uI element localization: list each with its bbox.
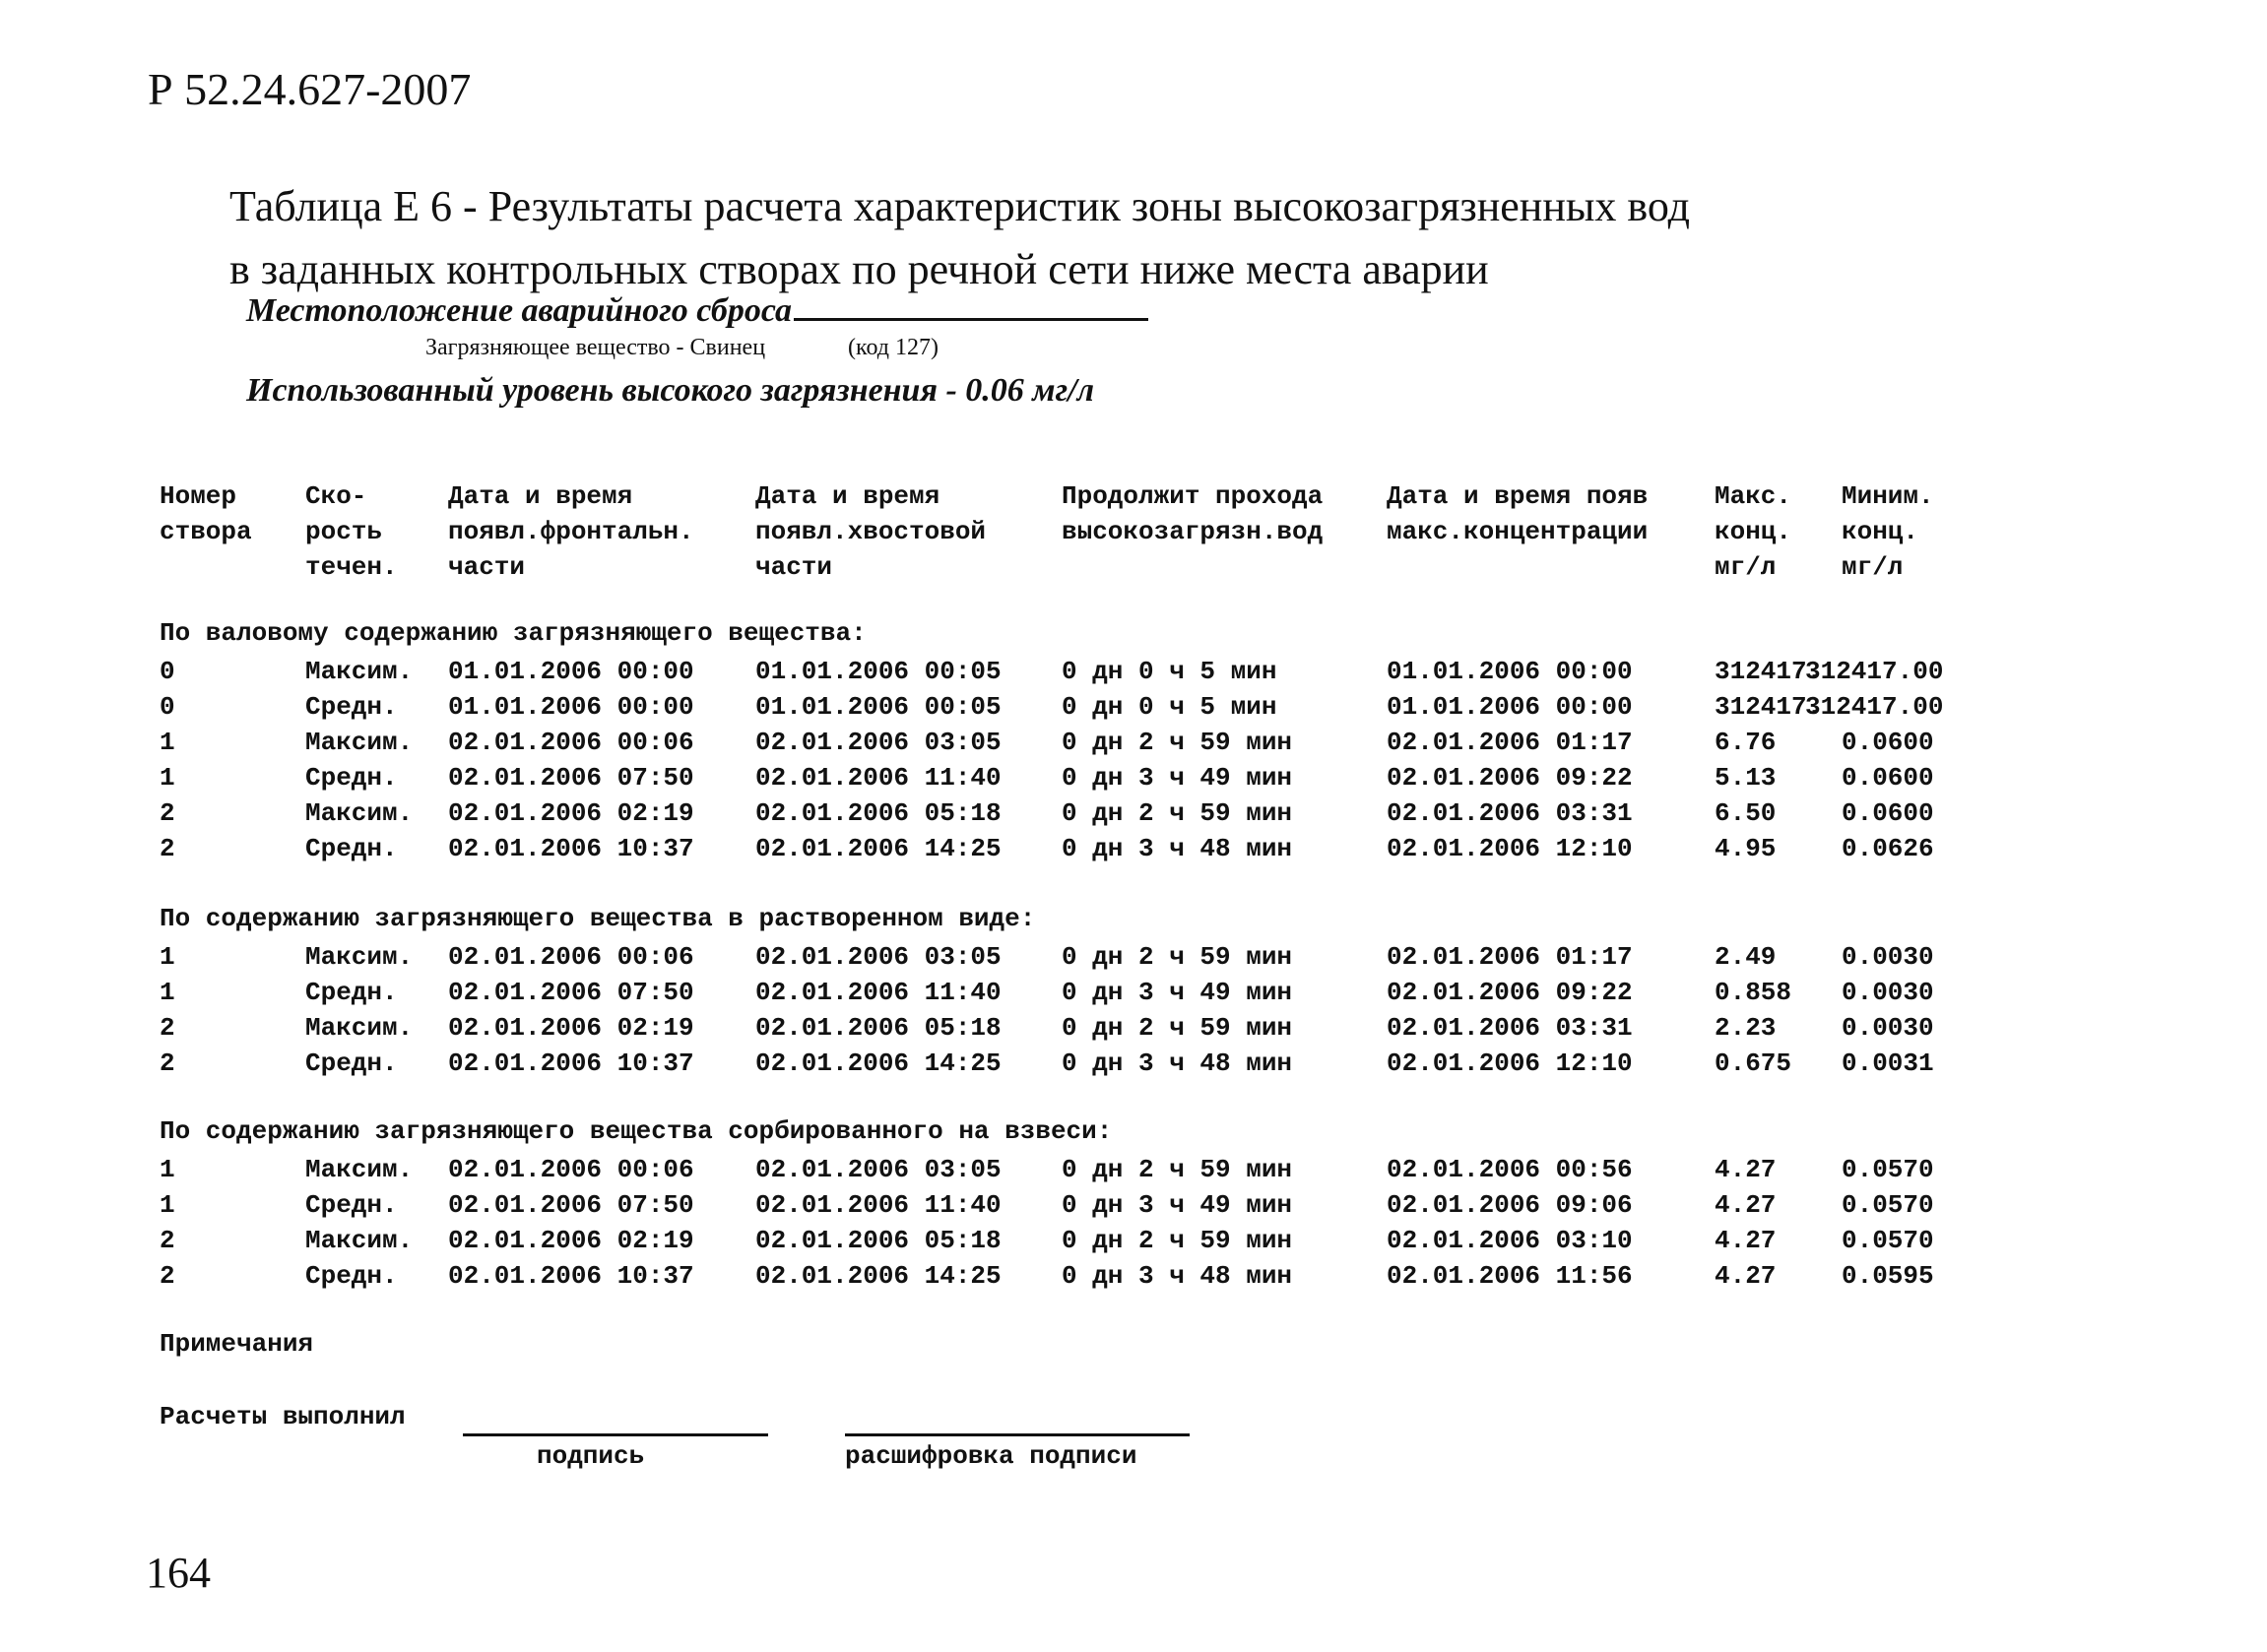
title-line-1: Таблица Е 6 - Результаты расчета характеристик зоны высокозагрязненных вод: [229, 182, 1691, 230]
table-cell: 02.01.2006 12:10: [1387, 1048, 1633, 1078]
table-cell: 2.49: [1715, 942, 1777, 972]
table-cell: 02.01.2006 03:31: [1387, 798, 1633, 828]
table-cell: 6.50: [1715, 798, 1777, 828]
table-cell: 02.01.2006 03:05: [755, 1155, 1002, 1184]
section-title: По содержанию загрязняющего вещества сорбированного на взвеси:: [160, 1116, 1113, 1146]
table-cell: 0.0031: [1842, 1048, 1934, 1078]
notes-label: Примечания: [160, 1329, 314, 1359]
table-cell: 2: [160, 1226, 175, 1255]
table-cell: Средн.: [305, 692, 398, 722]
table-cell: 02.01.2006 02:19: [448, 1013, 694, 1043]
table-cell: 0 дн 2 ч 59 мин: [1062, 728, 1293, 757]
table-cell: 0 дн 0 ч 5 мин: [1062, 692, 1277, 722]
table-cell: 02.01.2006 14:25: [755, 1261, 1002, 1291]
table-cell: Максим.: [305, 1155, 414, 1184]
table-cell: 0.0570: [1842, 1155, 1934, 1184]
table-cell: Максим.: [305, 1226, 414, 1255]
column-header: Дата и время появ: [1387, 481, 1649, 511]
column-header: Миним.: [1842, 481, 1934, 511]
table-cell: 2: [160, 1048, 175, 1078]
signature-line: [463, 1433, 768, 1436]
signature-caption: подпись: [537, 1441, 645, 1471]
section-title: По валовому содержанию загрязняющего вещества:: [160, 618, 867, 648]
table-cell: 1: [160, 1190, 175, 1220]
table-cell: 0: [160, 657, 175, 686]
table-cell: 02.01.2006 14:25: [755, 1048, 1002, 1078]
table-cell: 0: [160, 692, 175, 722]
table-cell: 5.13: [1715, 763, 1777, 793]
column-header: конц.: [1842, 517, 1919, 546]
pollution-level: Использованный уровень высокого загрязнения - 0.06 мг/л: [246, 372, 1095, 409]
table-cell: Средн.: [305, 1048, 398, 1078]
table-cell: 0.0600: [1842, 798, 1934, 828]
column-header: части: [448, 552, 526, 582]
table-cell: 0.0570: [1842, 1226, 1934, 1255]
table-cell: 02.01.2006 01:17: [1387, 728, 1633, 757]
table-cell: 1: [160, 1155, 175, 1184]
table-cell: 0 дн 2 ч 59 мин: [1062, 1155, 1293, 1184]
document-code: Р 52.24.627-2007: [148, 64, 472, 114]
column-header: рость: [305, 517, 383, 546]
table-cell: Средн.: [305, 1190, 398, 1220]
table-cell: 02.01.2006 01:17: [1387, 942, 1633, 972]
table-cell: 02.01.2006 11:40: [755, 978, 1002, 1007]
table-cell: 02.01.2006 02:19: [448, 798, 694, 828]
decoding-caption: расшифровка подписи: [845, 1441, 1137, 1471]
table-cell: 02.01.2006 05:18: [755, 1013, 1002, 1043]
table-cell: 0.0030: [1842, 978, 1934, 1007]
table-cell: Средн.: [305, 834, 398, 863]
table-cell: 1: [160, 978, 175, 1007]
table-cell: 0 дн 3 ч 48 мин: [1062, 1048, 1293, 1078]
table-cell: 0 дн 0 ч 5 мин: [1062, 657, 1277, 686]
table-cell: 01.01.2006 00:00: [1387, 657, 1633, 686]
table-cell: Средн.: [305, 763, 398, 793]
table-cell: 0 дн 2 ч 59 мин: [1062, 942, 1293, 972]
table-cell: Средн.: [305, 978, 398, 1007]
location-blank-line: [794, 288, 1148, 321]
column-header: мг/л: [1842, 552, 1904, 582]
table-cell: 2.23: [1715, 1013, 1777, 1043]
table-cell: 1: [160, 942, 175, 972]
table-cell: 0 дн 3 ч 48 мин: [1062, 834, 1293, 863]
table-cell: Максим.: [305, 728, 414, 757]
column-header: высокозагрязн.вод: [1062, 517, 1324, 546]
table-title: [229, 175, 1690, 301]
table-cell: 02.01.2006 05:18: [755, 798, 1002, 828]
table-cell: 02.01.2006 00:06: [448, 1155, 694, 1184]
table-cell: 312417.00: [1805, 692, 1944, 722]
table-cell: 0.0626: [1842, 834, 1934, 863]
table-cell: 4.27: [1715, 1261, 1777, 1291]
table-cell: 0.0600: [1842, 763, 1934, 793]
table-cell: 01.01.2006 00:05: [755, 692, 1002, 722]
column-header: Номер: [160, 481, 237, 511]
table-cell: 02.01.2006 11:40: [755, 1190, 1002, 1220]
column-header: створа: [160, 517, 252, 546]
table-cell: 0.858: [1715, 978, 1792, 1007]
table-cell: 02.01.2006 10:37: [448, 834, 694, 863]
table-cell: 02.01.2006 02:19: [448, 1226, 694, 1255]
table-cell: 1: [160, 728, 175, 757]
table-cell: 0.0030: [1842, 942, 1934, 972]
table-cell: 0 дн 3 ч 49 мин: [1062, 978, 1293, 1007]
column-header: части: [755, 552, 833, 582]
table-cell: 2: [160, 1261, 175, 1291]
column-header: конц.: [1715, 517, 1792, 546]
table-cell: 02.01.2006 11:40: [755, 763, 1002, 793]
table-cell: 01.01.2006 00:00: [448, 692, 694, 722]
table-cell: 01.01.2006 00:00: [448, 657, 694, 686]
table-cell: 2: [160, 834, 175, 863]
page-number: 164: [146, 1549, 211, 1597]
table-cell: 0 дн 2 ч 59 мин: [1062, 1013, 1293, 1043]
table-cell: 02.01.2006 00:06: [448, 942, 694, 972]
table-cell: 02.01.2006 14:25: [755, 834, 1002, 863]
column-header: Дата и время: [448, 481, 633, 511]
signature-decoding-line: [845, 1433, 1190, 1436]
table-cell: 02.01.2006 11:56: [1387, 1261, 1633, 1291]
table-cell: Максим.: [305, 798, 414, 828]
table-cell: 02.01.2006 07:50: [448, 763, 694, 793]
table-cell: 4.27: [1715, 1190, 1777, 1220]
table-cell: Максим.: [305, 657, 414, 686]
table-cell: 02.01.2006 03:31: [1387, 1013, 1633, 1043]
location-field: [246, 288, 1148, 330]
section-title: По содержанию загрязняющего вещества в растворенном виде:: [160, 904, 1036, 933]
table-cell: 0.0570: [1842, 1190, 1934, 1220]
table-cell: 4.27: [1715, 1226, 1777, 1255]
table-cell: 312417.: [1715, 692, 1823, 722]
table-cell: 02.01.2006 10:37: [448, 1261, 694, 1291]
table-cell: 2: [160, 1013, 175, 1043]
table-cell: 02.01.2006 09:22: [1387, 763, 1633, 793]
table-cell: 02.01.2006 10:37: [448, 1048, 694, 1078]
table-cell: 01.01.2006 00:05: [755, 657, 1002, 686]
column-header: Ско-: [305, 481, 367, 511]
table-cell: 02.01.2006 07:50: [448, 978, 694, 1007]
column-header: макс.концентрации: [1387, 517, 1649, 546]
table-cell: 02.01.2006 12:10: [1387, 834, 1633, 863]
column-header: мг/л: [1715, 552, 1777, 582]
column-header: появл.хвостовой: [755, 517, 987, 546]
table-cell: 02.01.2006 03:05: [755, 728, 1002, 757]
table-cell: 0 дн 3 ч 49 мин: [1062, 1190, 1293, 1220]
table-cell: 4.27: [1715, 1155, 1777, 1184]
table-cell: 4.95: [1715, 834, 1777, 863]
table-cell: 312417.: [1715, 657, 1823, 686]
table-cell: Максим.: [305, 942, 414, 972]
column-header: Продолжит прохода: [1062, 481, 1324, 511]
column-header: течен.: [305, 552, 398, 582]
table-cell: 02.01.2006 09:22: [1387, 978, 1633, 1007]
table-cell: 02.01.2006 00:56: [1387, 1155, 1633, 1184]
table-cell: 02.01.2006 00:06: [448, 728, 694, 757]
table-cell: Средн.: [305, 1261, 398, 1291]
table-cell: 0.0030: [1842, 1013, 1934, 1043]
table-cell: 01.01.2006 00:00: [1387, 692, 1633, 722]
table-cell: 02.01.2006 07:50: [448, 1190, 694, 1220]
table-cell: 1: [160, 763, 175, 793]
title-line-2: в заданных контрольных створах по речной сети ниже места аварии: [229, 245, 1489, 293]
substance-code: (код 127): [848, 335, 939, 360]
table-cell: 0.0595: [1842, 1261, 1934, 1291]
signed-by-label: Расчеты выполнил: [160, 1402, 406, 1431]
table-cell: 02.01.2006 03:05: [755, 942, 1002, 972]
table-cell: 0 дн 3 ч 49 мин: [1062, 763, 1293, 793]
table-cell: 0 дн 2 ч 59 мин: [1062, 798, 1293, 828]
table-cell: 312417.00: [1805, 657, 1944, 686]
column-header: Дата и время: [755, 481, 940, 511]
table-cell: 0.675: [1715, 1048, 1792, 1078]
table-cell: 02.01.2006 03:10: [1387, 1226, 1633, 1255]
table-cell: 0 дн 3 ч 48 мин: [1062, 1261, 1293, 1291]
substance-line: [425, 335, 939, 361]
table-cell: 0 дн 2 ч 59 мин: [1062, 1226, 1293, 1255]
substance-label: Загрязняющее вещество - Свинец: [425, 335, 766, 360]
table-cell: 2: [160, 798, 175, 828]
table-cell: 0.0600: [1842, 728, 1934, 757]
table-cell: 02.01.2006 09:06: [1387, 1190, 1633, 1220]
column-header: появл.фронтальн.: [448, 517, 694, 546]
table-cell: 02.01.2006 05:18: [755, 1226, 1002, 1255]
table-cell: 6.76: [1715, 728, 1777, 757]
column-header: Макс.: [1715, 481, 1792, 511]
table-cell: Максим.: [305, 1013, 414, 1043]
location-label: Местоположение аварийного сброса: [246, 292, 793, 329]
